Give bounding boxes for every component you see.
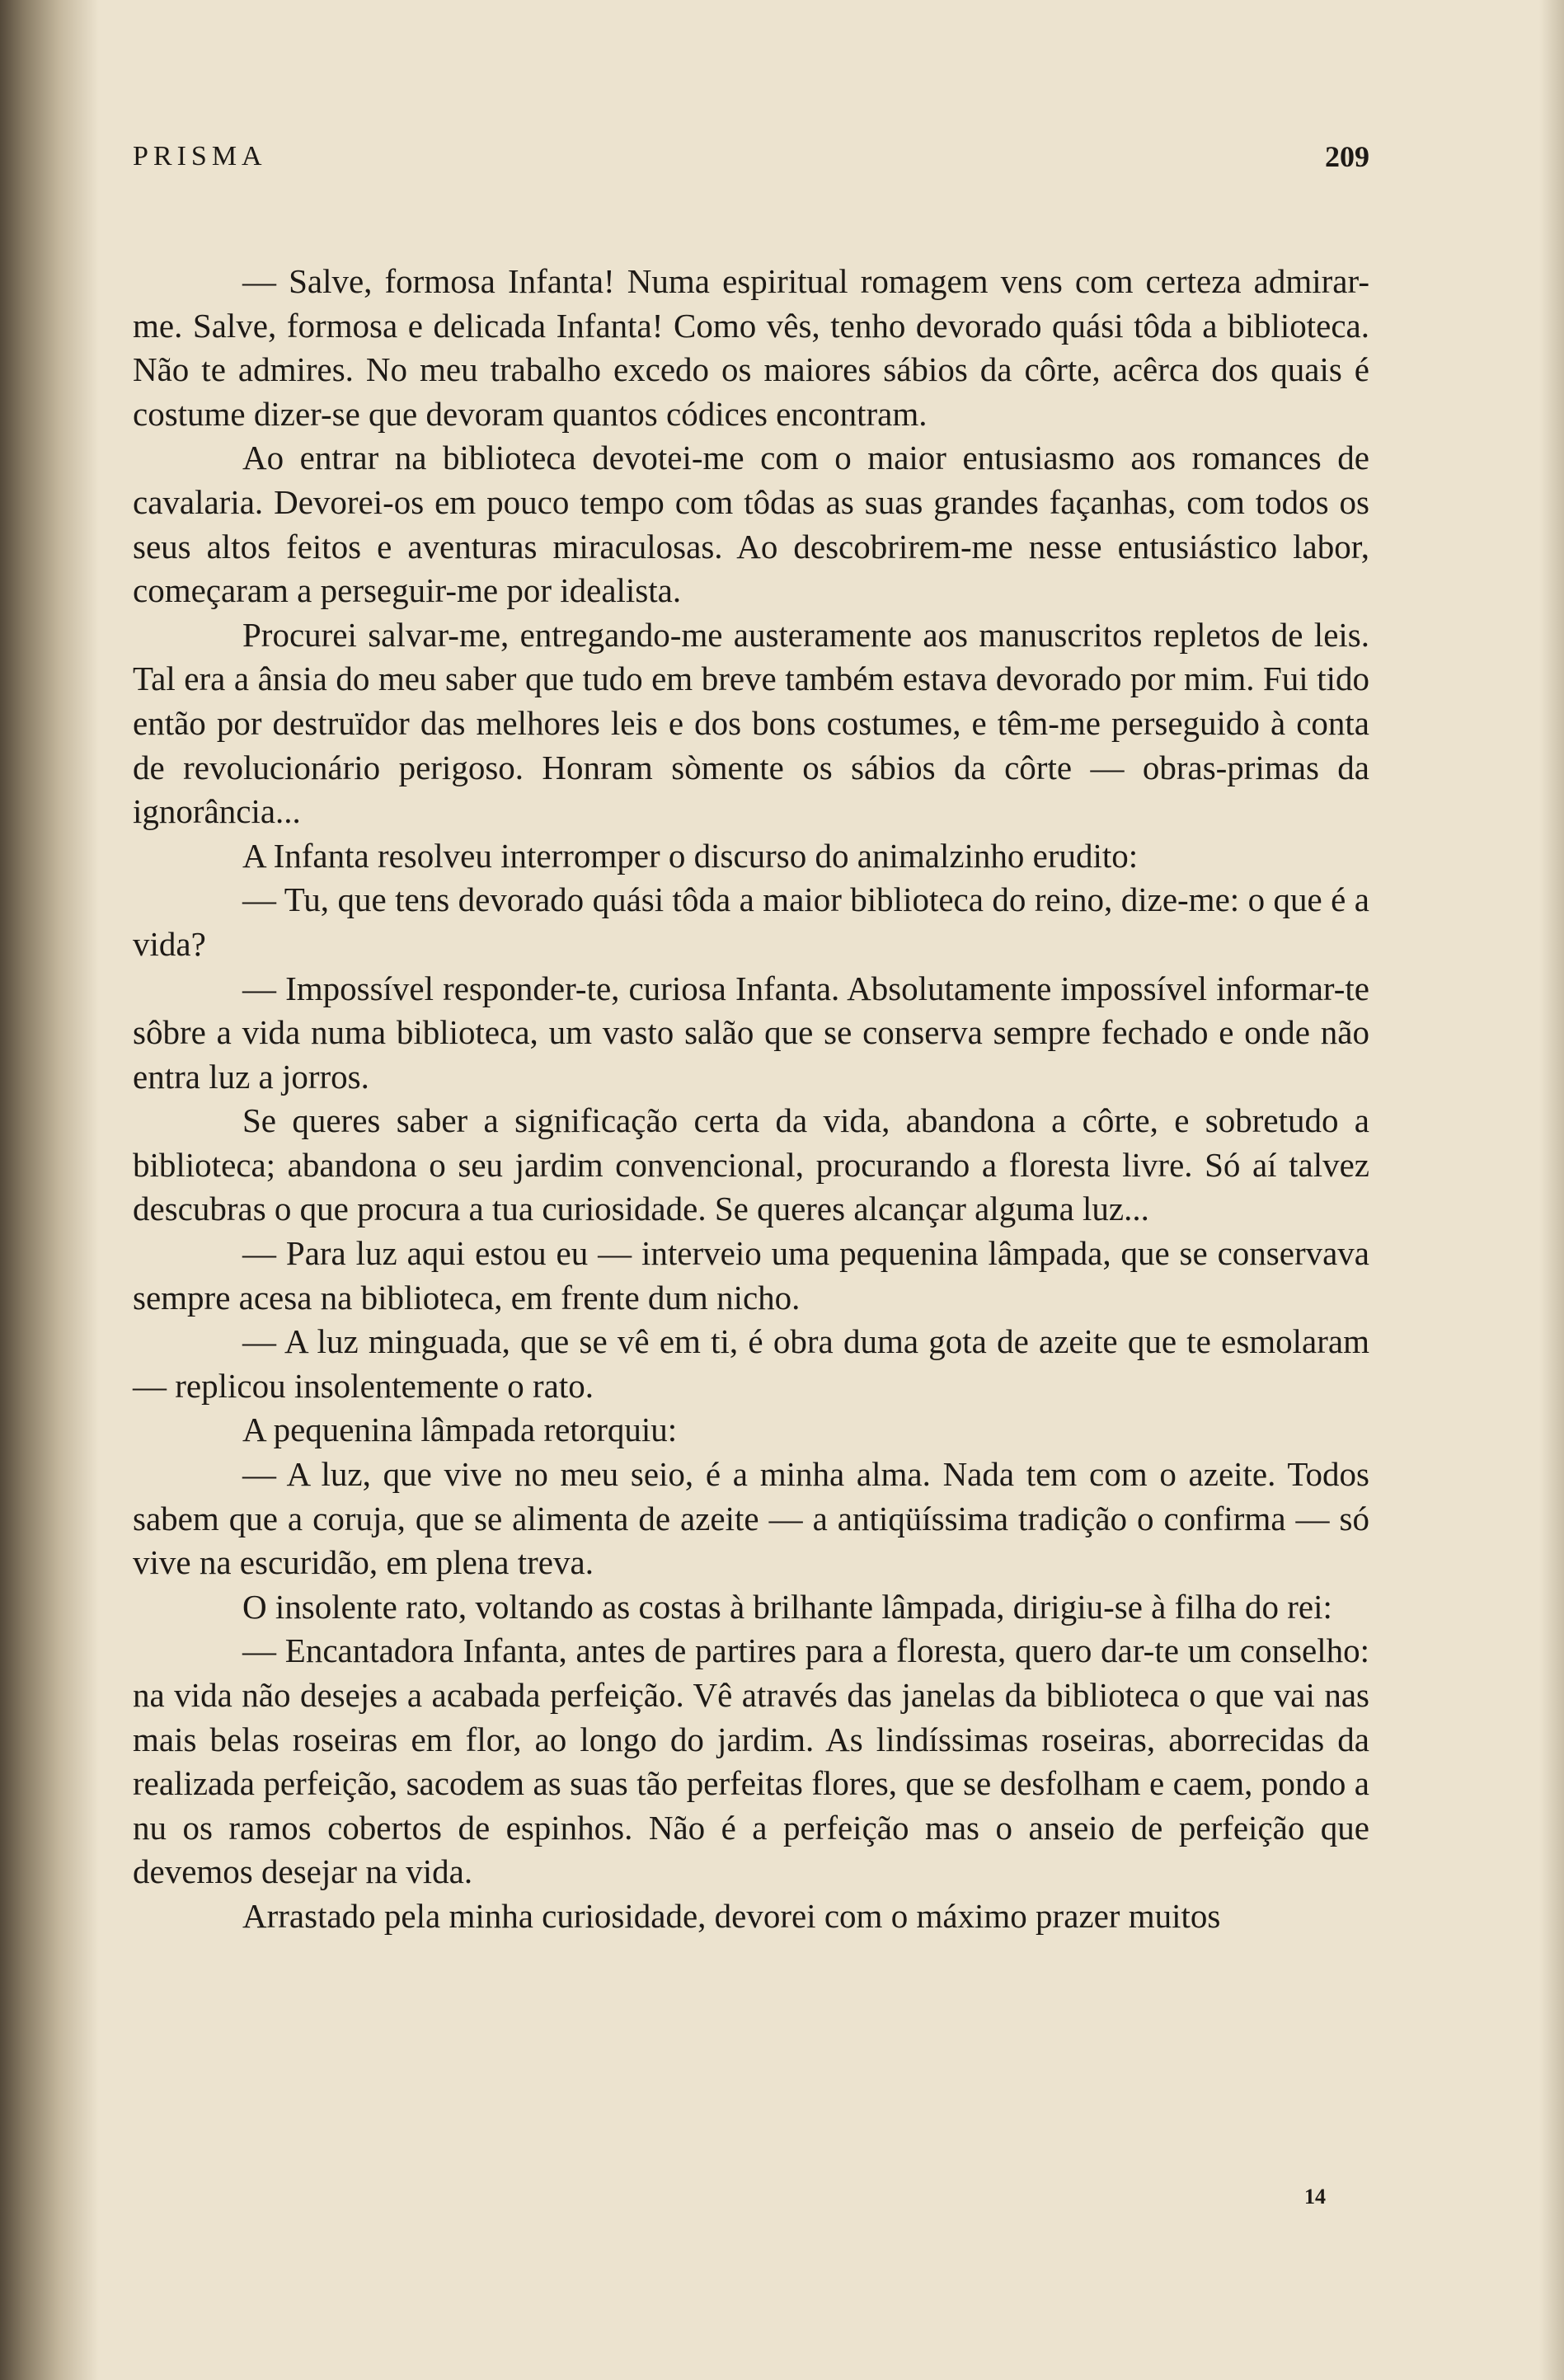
paragraph: — Impossível responder-te, curiosa Infanta. Absolutamente impossível informar-te sôbre a vida numa biblioteca, um vasto salão que se conserva sempre fechado e onde não entra luz a jorros. bbox=[133, 969, 1369, 1096]
paragraph: — Encantadora Infanta, antes de partires para a floresta, quero dar-te um conselho: na vida não desejes a acabada perfeição. Vê através das janelas da biblioteca o que vai nas mais belas roseiras em flor, ao longo do jardim. As lindíssimas roseiras, aborrecidas da realizada perfeição, sacodem as suas tão perfeitas flores, que se desfolham e caem, pondo a nu os ramos cobertos de espinhos. Não é a perfeição mas o anseio de perfeição que devemos desejar na vida. bbox=[133, 1631, 1369, 1891]
body-text bbox=[133, 260, 1369, 1939]
paragraph: — Salve, formosa Infanta! Numa espiritual romagem vens com certeza admirar-me. Salve, formosa e delicada Infanta! Como vês, tenho devorado quási tôda a biblioteca. Não te admires. No meu trabalho excedo os maiores sábios da côrte, acêrca dos quais é costume dizer-se que devoram quantos códices encontram. bbox=[133, 262, 1369, 433]
running-title: PRISMA bbox=[133, 141, 267, 171]
paragraph: Procurei salvar-me, entregando-me austeramente aos manuscritos repletos de leis. Tal era a ânsia do meu saber que tudo em breve também estava devorado por mim. Fui tido então por destruïdor das melhores leis e dos bons costumes, e têm-me perseguido à conta de revolucionário perigoso. Honram sòmente os sábios da côrte — obras-primas da ignorância... bbox=[133, 615, 1369, 831]
paragraph: A pequenina lâmpada retorquiu: bbox=[242, 1411, 678, 1449]
paragraph: A Infanta resolveu interromper o discurso do animalzinho erudito: bbox=[242, 836, 1139, 875]
paragraph: — Tu, que tens devorado quási tôda a maior biblioteca do reino, dize-me: o que é a vida? bbox=[133, 880, 1369, 963]
paragraph: — A luz, que vive no meu seio, é a minha alma. Nada tem com o azeite. Todos sabem que a coruja, que se alimenta de azeite — a antiqüíssima tradição o confirma — só vive na escuridão, em plena treva. bbox=[133, 1455, 1369, 1582]
page-header bbox=[133, 140, 1369, 190]
paragraph: — A luz minguada, que se vê em ti, é obra duma gota de azeite que te esmolaram — replicou insolentemente o rato. bbox=[133, 1322, 1369, 1405]
paragraph: O insolente rato, voltando as costas à brilhante lâmpada, dirigiu-se à filha do rei: bbox=[242, 1587, 1332, 1626]
paragraph: Arrastado pela minha curiosidade, devorei com o máximo prazer muitos bbox=[242, 1896, 1221, 1935]
page-edge-shade bbox=[1539, 0, 1564, 2380]
paragraph: Ao entrar na biblioteca devotei-me com o maior entusiasmo aos romances de cavalaria. Devorei-os em pouco tempo com tôdas as suas grandes façanhas, com todos os seus altos feitos e aventuras miraculosas. Ao descobrirem-me nesse entusiástico labor, começaram a perseguir-me por idealista. bbox=[133, 439, 1369, 610]
page-number: 209 bbox=[1325, 140, 1369, 173]
paragraph: — Para luz aqui estou eu — interveio uma pequenina lâmpada, que se conservava sempre acesa na biblioteca, em frente dum nicho. bbox=[133, 1234, 1369, 1317]
binding-gutter-shadow bbox=[0, 0, 99, 2380]
signature-mark: 14 bbox=[1304, 2185, 1326, 2209]
paragraph: Se queres saber a significação certa da vida, abandona a côrte, e sobretudo a biblioteca; abandona o seu jardim convencional, procurando a floresta livre. Só aí talvez descubras o que procura a tua curiosidade. Se queres alcançar alguma luz... bbox=[133, 1101, 1369, 1228]
